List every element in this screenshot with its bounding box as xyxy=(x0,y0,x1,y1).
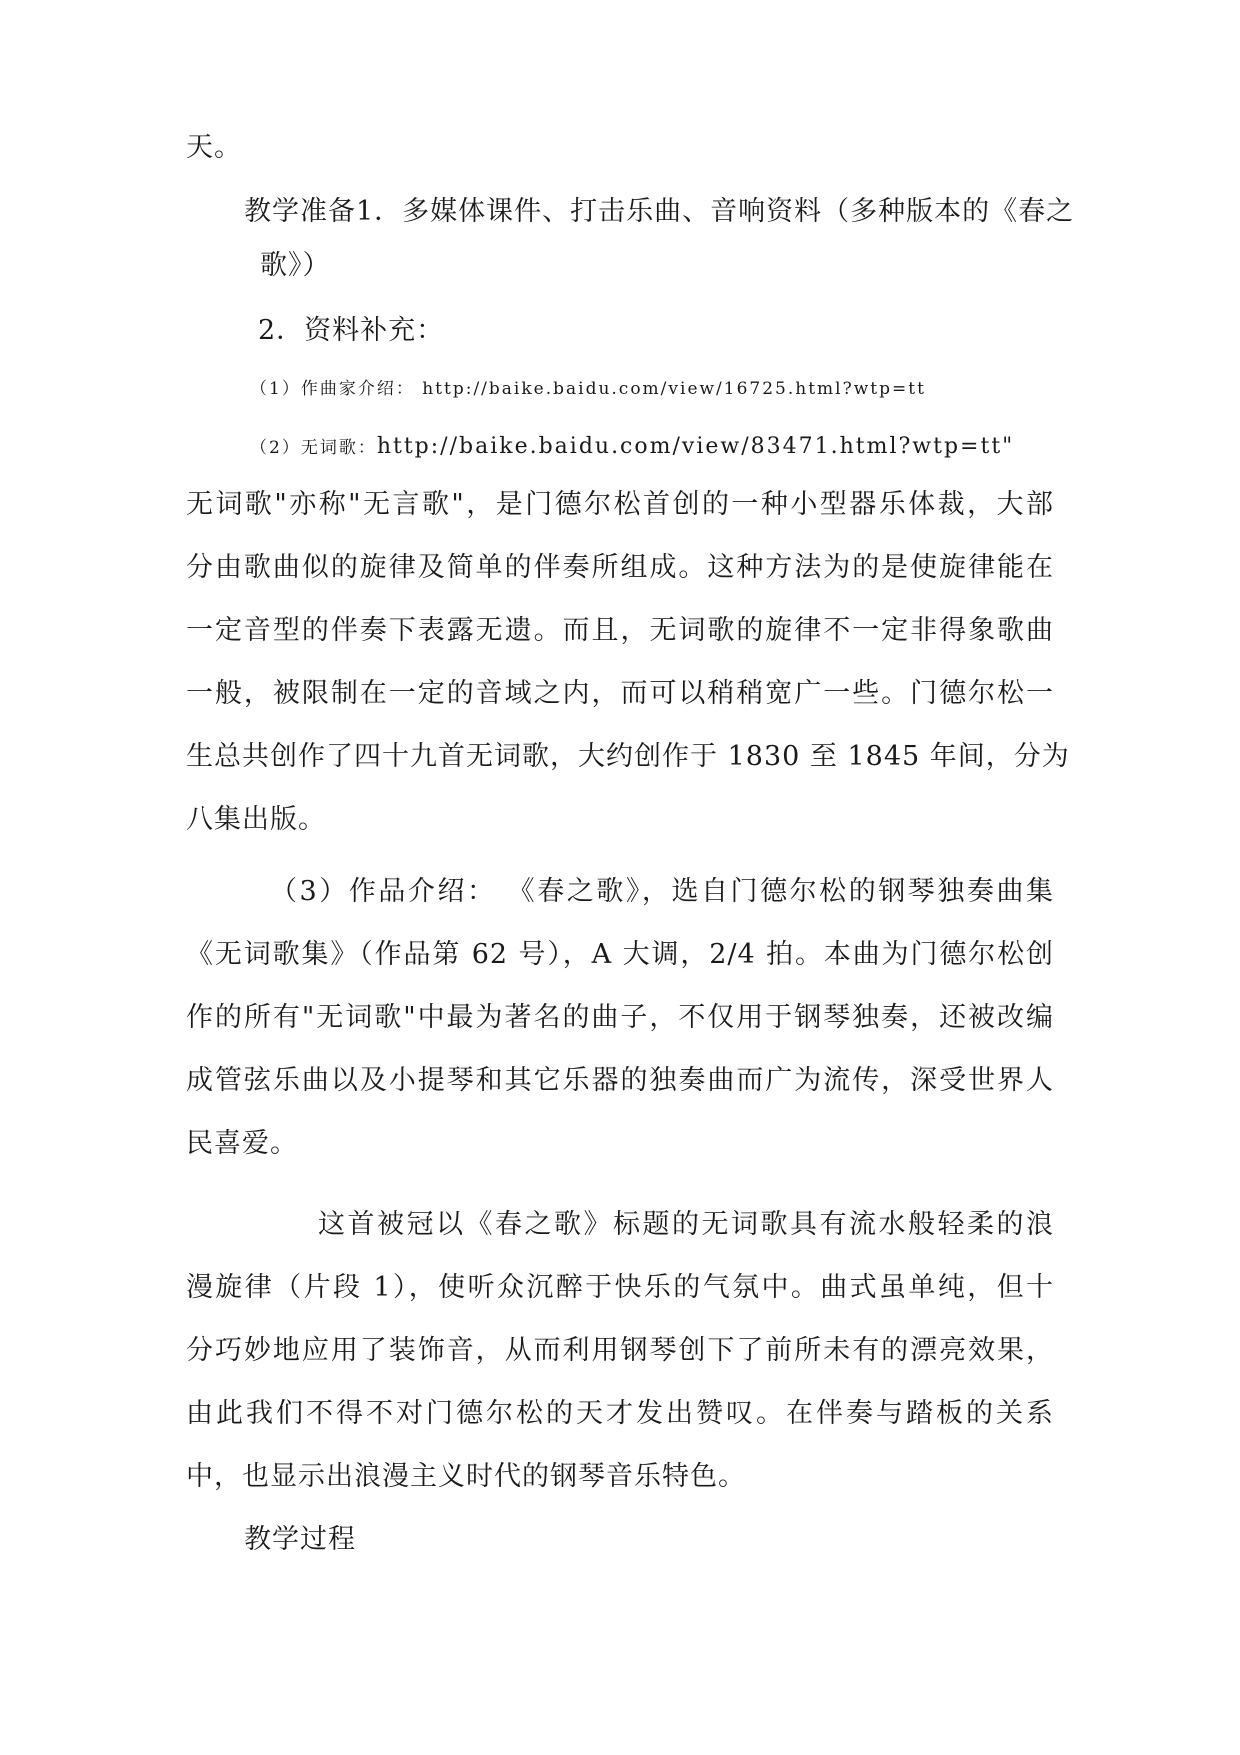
paragraph-line: 这首被冠以《春之歌》标题的无词歌具有流水般轻柔的浪 xyxy=(318,1209,1054,1240)
paragraph-line: 生总共创作了四十九首无词歌，大约创作于 1830 至 1845 年间，分为 xyxy=(186,741,1070,772)
paragraph-line: 中，也显示出浪漫主义时代的钢琴音乐特色。 xyxy=(186,1461,746,1492)
teaching-preparation-heading: 教学准备1．多媒体课件、打击乐曲、音响资料（多种版本的《春之 xyxy=(244,196,1075,227)
work-intro-line: （3）作品介绍： 《春之歌》，选自门德尔松的钢琴独奏曲集 xyxy=(270,876,1054,907)
songs-without-words-label: （2）无词歌： xyxy=(250,438,377,458)
paragraph-line: 作的所有"无词歌"中最为著名的曲子，不仅用于钢琴独奏，还被改编 xyxy=(186,1002,1054,1033)
paragraph-line: 八集出版。 xyxy=(186,804,326,835)
teaching-process-heading: 教学过程 xyxy=(244,1524,356,1555)
paragraph-line: 成管弦乐曲以及小提琴和其它乐器的独奏曲而广为流传，深受世界人 xyxy=(186,1065,1054,1096)
paragraph-line: 《无词歌集》（作品第 62 号），A 大调，2/4 拍。本曲为门德尔松创 xyxy=(186,939,1054,970)
text-line: 歌》） xyxy=(260,250,331,281)
paragraph-line: 一定音型的伴奏下表露无遗。而且，无词歌的旋律不一定非得象歌曲 xyxy=(186,615,1054,646)
paragraph-line: 无词歌"亦称"无言歌"，是门德尔松首创的一种小型器乐体裁，大部 xyxy=(186,489,1054,520)
paragraph-line: 由此我们不得不对门德尔松的天才发出赞叹。在伴奏与踏板的关系 xyxy=(186,1398,1054,1429)
paragraph-line: 漫旋律（片段 1），使听众沉醉于快乐的气氛中。曲式虽单纯，但十 xyxy=(186,1272,1054,1303)
paragraph-line: 分由歌曲似的旋律及简单的伴奏所组成。这种方法为的是使旋律能在 xyxy=(186,552,1054,583)
paragraph-line: 分巧妙地应用了装饰音，从而利用钢琴创下了前所未有的漂亮效果， xyxy=(186,1335,1054,1366)
songs-without-words-url: http://baike.baidu.com/view/83471.html?wtp=tt" xyxy=(376,434,1015,459)
materials-supplement-heading: 2．资料补充： xyxy=(258,315,445,346)
text-line: 天。 xyxy=(186,132,242,163)
paragraph-line: 一般，被限制在一定的音域之内，而可以稍稍宽广一些。门德尔松一 xyxy=(186,678,1054,709)
songs-without-words-link-line xyxy=(250,425,1014,468)
paragraph-line: 民喜爱。 xyxy=(186,1128,298,1159)
composer-intro-line: （1）作曲家介绍： http://baike.baidu.com/view/16725.html?wtp=tt xyxy=(250,379,926,399)
